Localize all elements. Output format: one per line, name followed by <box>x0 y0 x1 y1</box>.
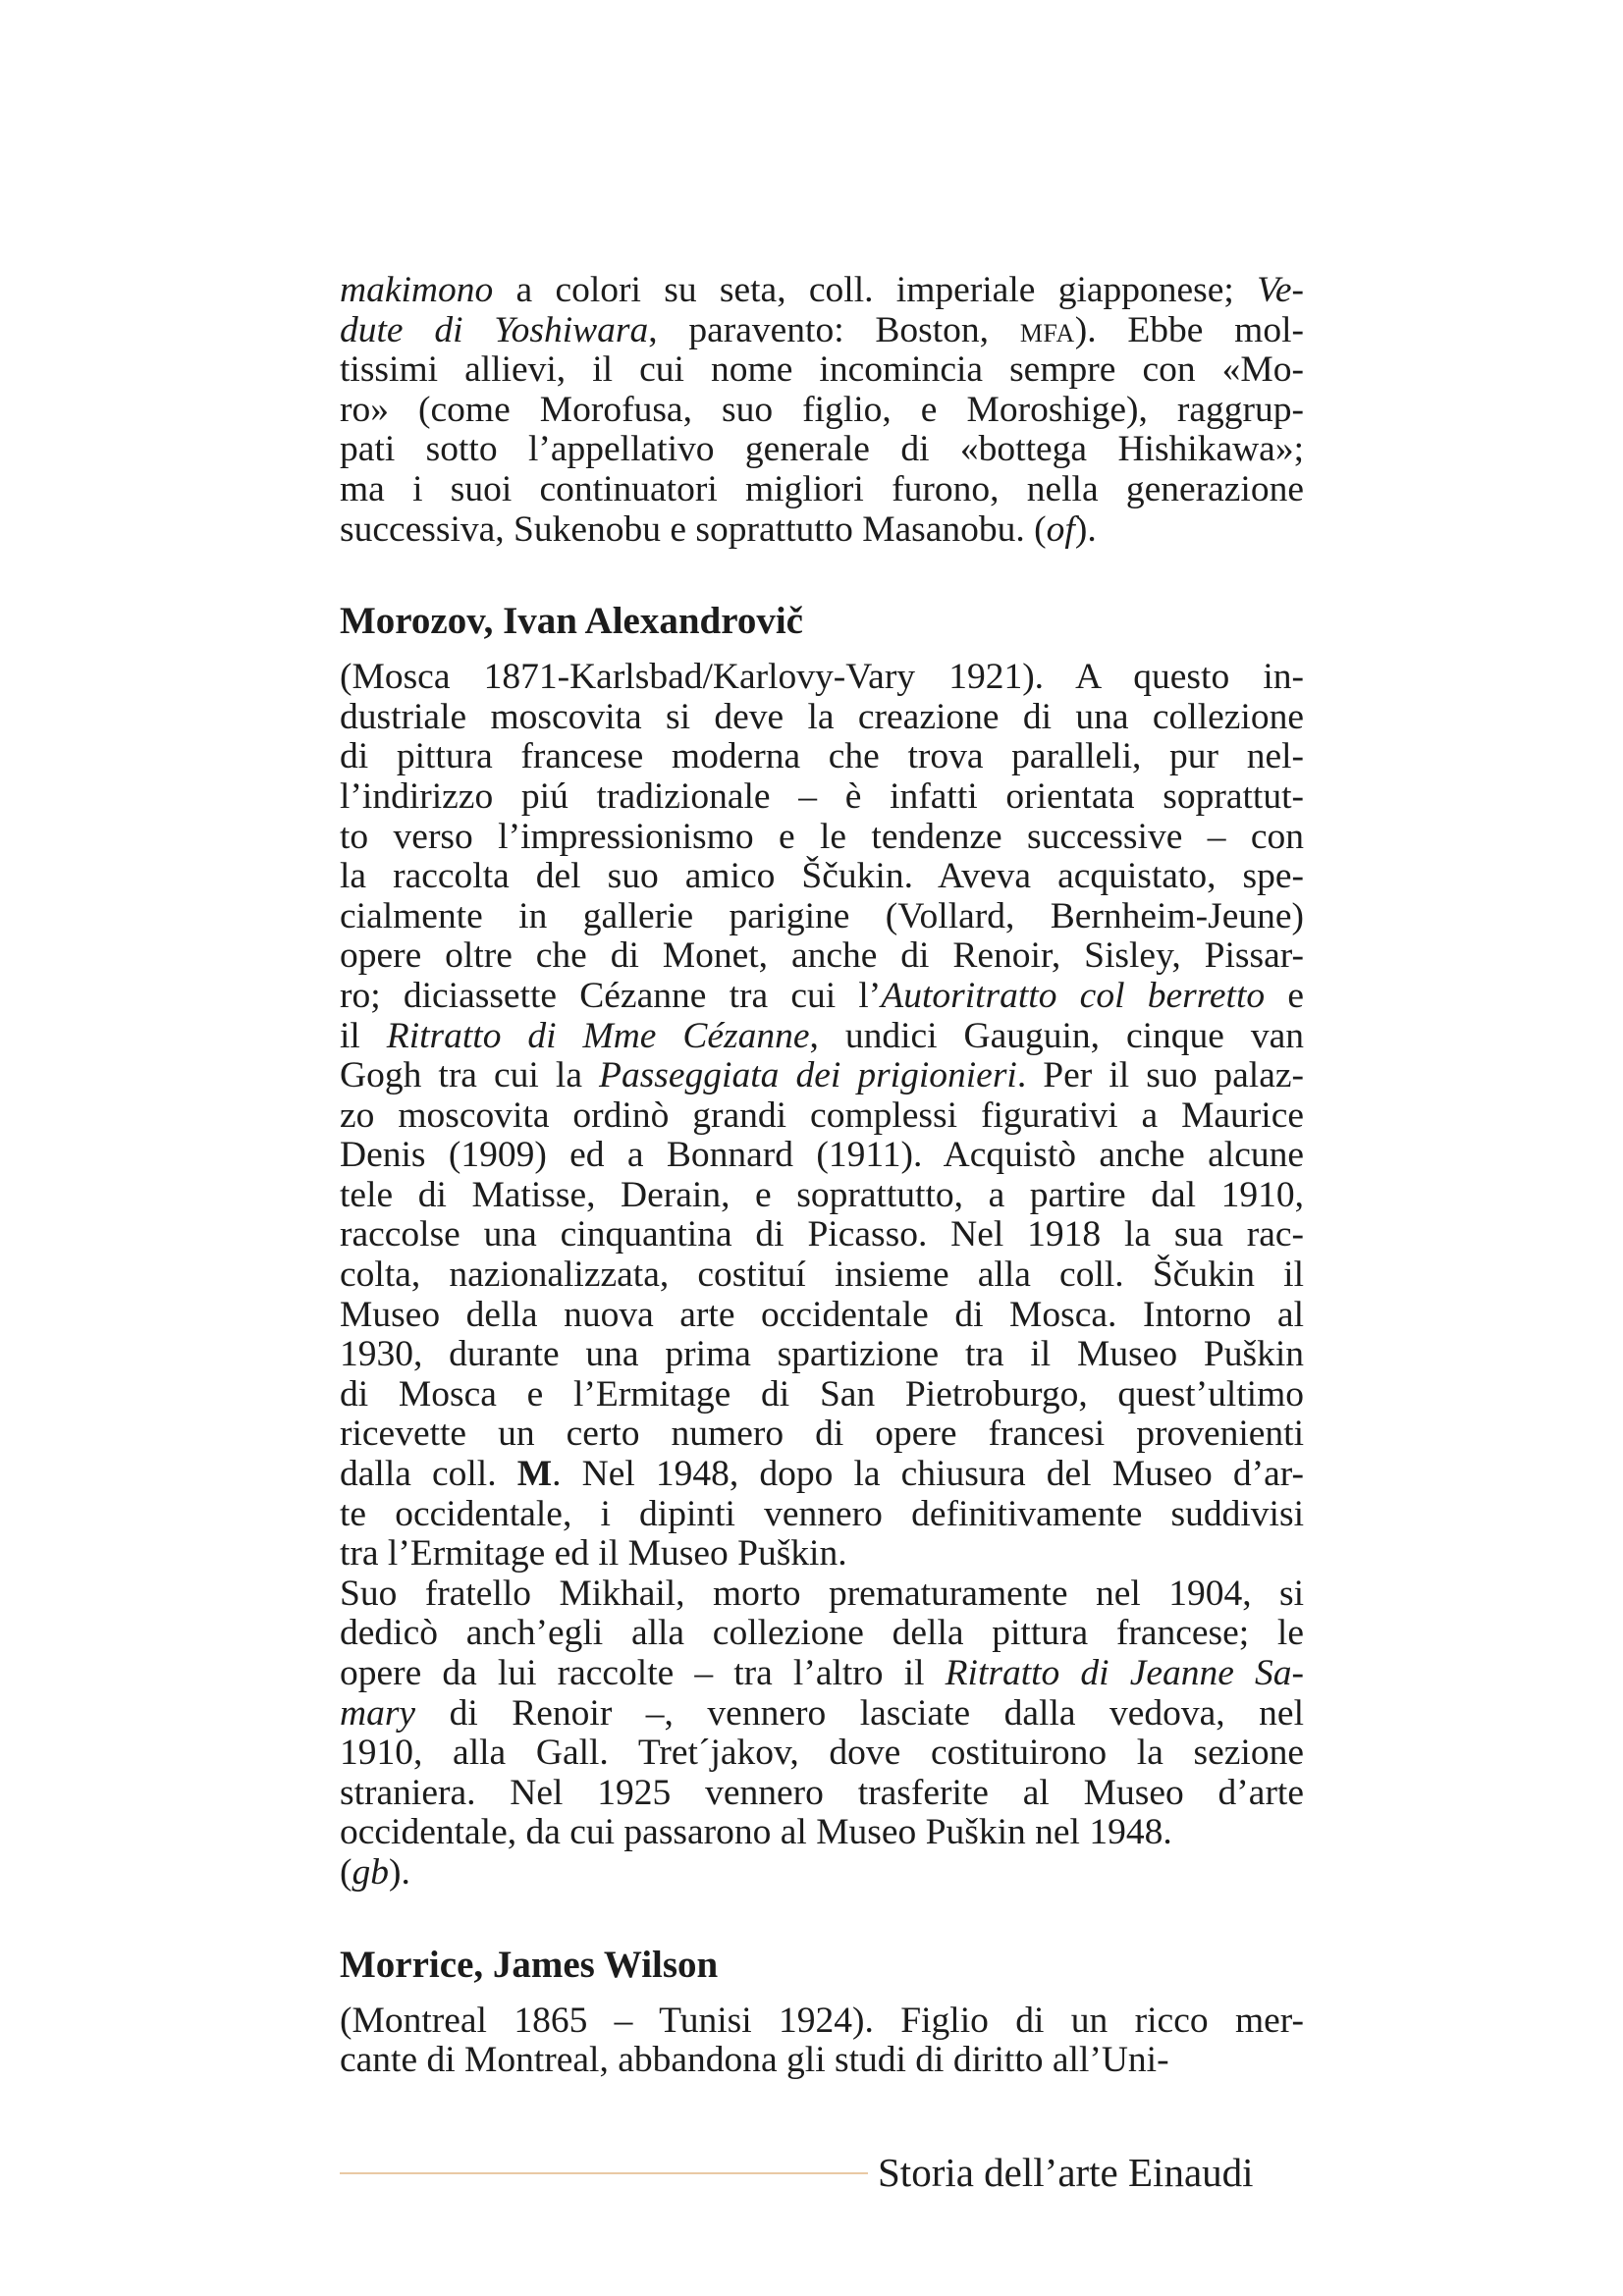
text-line: Museo della nuova arte occidentale di Mosca. Intorno al <box>340 1294 1304 1335</box>
entry-continuation <box>340 271 1304 550</box>
text-line: (Mosca 1871-Karlsbad/Karlovy-Vary 1921). A questo in- <box>340 657 1304 698</box>
text-line: zo moscovita ordinò grandi complessi figurativi a Maurice <box>340 1095 1304 1136</box>
text-line: l’indirizzo piú tradizionale – è infatti orientata soprattut- <box>340 775 1304 817</box>
text-line: raccolse una cinquantina di Picasso. Nel 1918 la sua rac- <box>340 1214 1304 1255</box>
text-line: ricevette un certo numero di opere francesi provenienti <box>340 1414 1304 1455</box>
text-line: 1910, alla Gall. Tret´jakov, dove costituirono la sezione <box>340 1733 1304 1774</box>
text-line: occidentale, da cui passarono al Museo Puškin nel 1948. <box>340 1812 1172 1853</box>
spacer <box>340 1894 1304 1943</box>
text-line: pati sotto l’appellativo generale di «bottega Hishikawa»; <box>340 429 1304 470</box>
text-line: tra l’Ermitage ed il Museo Puškin. <box>340 1533 847 1575</box>
text-line: la raccolta del suo amico Ščukin. Aveva acquistato, spe- <box>340 856 1304 897</box>
footer-title: Storia dell’arte Einaudi <box>878 2150 1254 2195</box>
text-line: makimono a colori su seta, coll. imperiale giapponese; Ve- <box>340 270 1304 310</box>
text-line: (gb). <box>340 1851 410 1893</box>
text-line: 1930, durante una prima spartizione tra il Museo Puškin <box>340 1334 1304 1375</box>
text-line: ro» (come Morofusa, suo figlio, e Moroshige), raggrup- <box>340 389 1304 430</box>
entry-heading-morozov: Morozov, Ivan Alexandrovič <box>340 600 803 643</box>
text-line: mary di Renoir –, vennero lasciate dalla vedova, nel <box>340 1692 1304 1734</box>
text-line: di pittura francese moderna che trova paralleli, pur nel- <box>340 736 1304 777</box>
spacer <box>340 550 1304 599</box>
text-line: cialmente in gallerie parigine (Vollard, Bernheim-Jeune) <box>340 895 1304 936</box>
text-line: dedicò anch’egli alla collezione della pittura francese; le <box>340 1613 1304 1654</box>
text-line: dalla coll. M. Nel 1948, dopo la chiusura del Museo d’ar- <box>340 1454 1305 1495</box>
text-line: di Mosca e l’Ermitage di San Pietroburgo, quest’ultimo <box>340 1373 1304 1415</box>
text-line: Gogh tra cui la Passeggiata dei prigionieri. Per il suo palaz- <box>340 1055 1305 1096</box>
text-line: opere da lui raccolte – tra l’altro il Ritratto di Jeanne Sa- <box>340 1653 1304 1693</box>
footer-rule <box>340 2172 868 2174</box>
entry-body-morrice <box>340 2002 1304 2081</box>
text-line: ro; diciassette Cézanne tra cui l’Autoritratto col berretto e <box>340 975 1304 1016</box>
entry-body-morozov <box>340 658 1304 1893</box>
spacer <box>340 1988 1304 2002</box>
text-line: straniera. Nel 1925 vennero trasferite al Museo d’arte <box>340 1772 1304 1813</box>
text-line: successiva, Sukenobu e soprattutto Masanobu. (of). <box>340 508 1097 550</box>
text-line: dute di Yoshiwara, paravento: Boston, mfa). Ebbe mol- <box>340 309 1304 350</box>
text-line: il Ritratto di Mme Cézanne, undici Gauguin, cinque van <box>340 1015 1305 1056</box>
text-line: Suo fratello Mikhail, morto prematuramente nel 1904, si <box>340 1573 1304 1614</box>
text-line: dustriale moscovita si deve la creazione di una collezione <box>340 696 1304 737</box>
text-line: ma i suoi continuatori migliori furono, nella generazione <box>340 468 1304 509</box>
text-line: tissimi allievi, il cui nome incomincia sempre con «Mo- <box>340 349 1304 391</box>
text-line: colta, nazionalizzata, costituí insieme alla coll. Ščukin il <box>340 1255 1304 1296</box>
text-line: opere oltre che di Monet, anche di Renoir, Sisley, Pissar- <box>340 935 1304 977</box>
text-line: (Montreal 1865 – Tunisi 1924). Figlio di un ricco mer- <box>340 2000 1304 2041</box>
text-line: te occidentale, i dipinti vennero definitivamente suddivisi <box>340 1493 1304 1534</box>
text-column <box>340 271 1304 2081</box>
text-line: tele di Matisse, Derain, e soprattutto, a partire dal 1910, <box>340 1174 1304 1215</box>
spacer <box>340 644 1304 658</box>
text-line: to verso l’impressionismo e le tendenze successive – con <box>340 816 1304 857</box>
entry-heading-morrice: Morrice, James Wilson <box>340 1943 719 1986</box>
text-line: Denis (1909) ed a Bonnard (1911). Acquistò anche alcune <box>340 1135 1304 1176</box>
text-line: cante di Montreal, abbandona gli studi di diritto all’Uni- <box>340 2040 1169 2081</box>
